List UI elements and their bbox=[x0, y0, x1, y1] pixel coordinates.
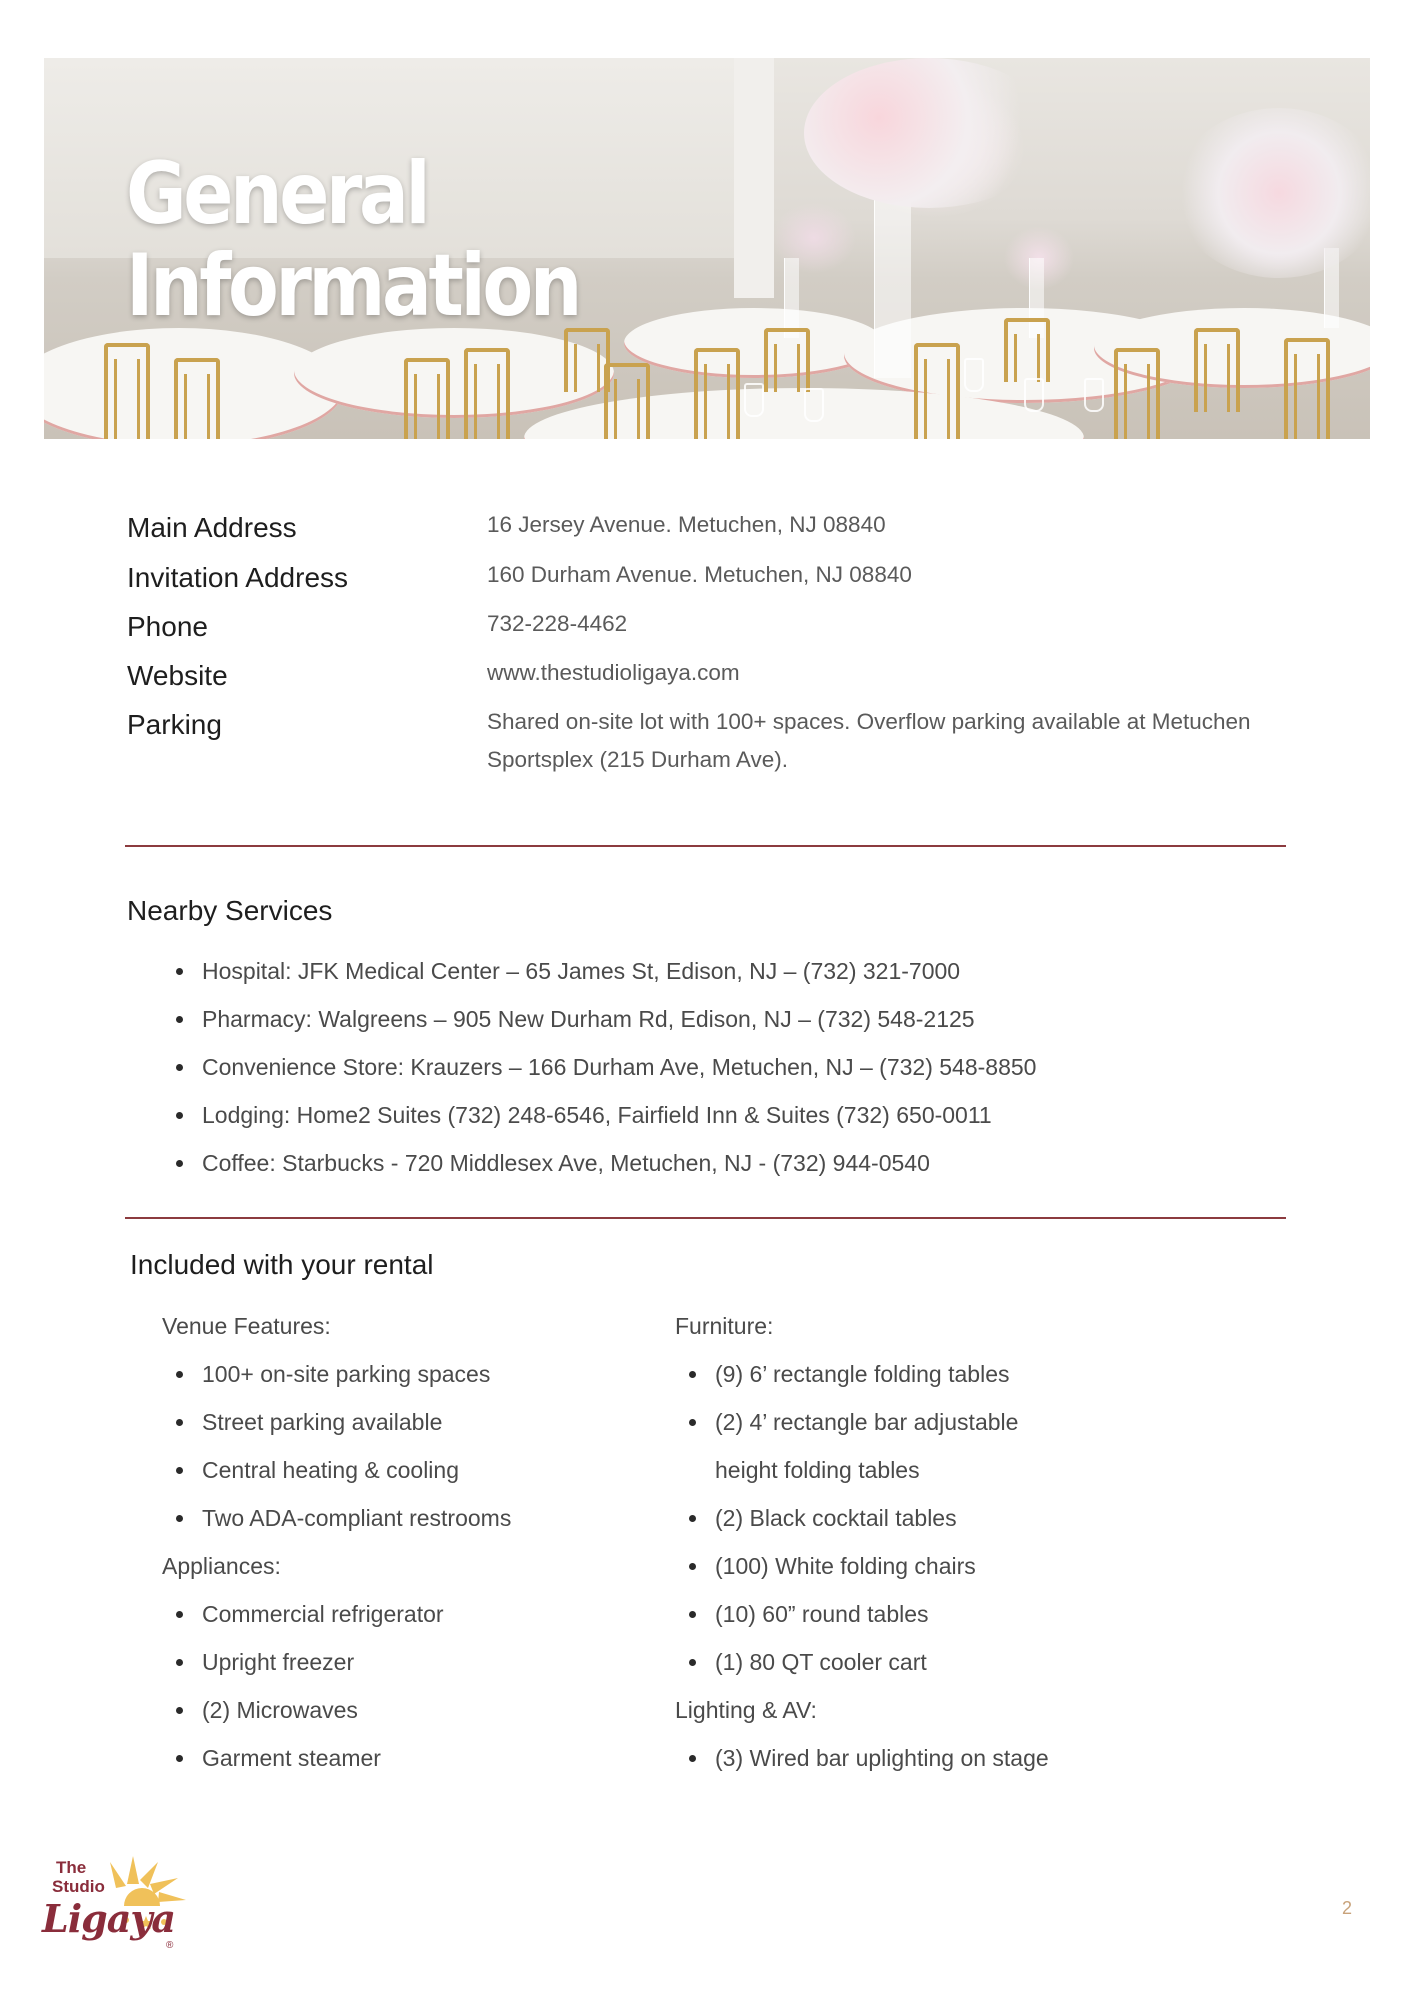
list-item: (9) 6’ rectangle folding tables bbox=[685, 1350, 1018, 1398]
list-item: (2) Black cocktail tables bbox=[685, 1494, 1018, 1542]
appliances-list bbox=[172, 1590, 444, 1782]
info-label: Phone bbox=[127, 611, 208, 642]
logo-text-studio: Studio bbox=[52, 1877, 105, 1896]
venue-features-list bbox=[172, 1350, 511, 1542]
hero-banner bbox=[44, 58, 1370, 439]
list-item: (2) 4’ rectangle bar adjustable bbox=[685, 1398, 1018, 1446]
furniture-list bbox=[685, 1350, 1018, 1686]
list-item: Commercial refrigerator bbox=[172, 1590, 444, 1638]
page-title-line2: Information bbox=[126, 236, 579, 336]
nearby-services-list bbox=[172, 947, 1036, 1187]
list-item: Coffee: Starbucks - 720 Middlesex Ave, Metuchen, NJ - (732) 944-0540 bbox=[172, 1139, 1036, 1187]
list-item: (3) Wired bar uplighting on stage bbox=[685, 1734, 1049, 1782]
info-value: 732-228-4462 bbox=[487, 611, 628, 636]
page-number: 2 bbox=[1342, 1898, 1353, 1918]
list-item: Garment steamer bbox=[172, 1734, 444, 1782]
list-item: Pharmacy: Walgreens – 905 New Durham Rd, Edison, NJ – (732) 548-2125 bbox=[172, 995, 1036, 1043]
list-item: (2) Microwaves bbox=[172, 1686, 444, 1734]
lighting-av-list bbox=[685, 1734, 1049, 1782]
logo-registered-mark: ® bbox=[166, 1940, 174, 1951]
included-heading: Included with your rental bbox=[130, 1249, 434, 1280]
logo-text-ligaya: Ligaya bbox=[42, 1896, 176, 1941]
list-item-continuation: height folding tables bbox=[715, 1457, 920, 1483]
list-item: (1) 80 QT cooler cart bbox=[685, 1638, 1018, 1686]
list-item: Convenience Store: Krauzers – 166 Durham Ave, Metuchen, NJ – (732) 548-8850 bbox=[172, 1043, 1036, 1091]
page-title-line1: General bbox=[126, 144, 428, 244]
list-item: 100+ on-site parking spaces bbox=[172, 1350, 511, 1398]
logo-text-the: The bbox=[56, 1858, 87, 1877]
info-value: 16 Jersey Avenue. Metuchen, NJ 08840 bbox=[487, 512, 886, 537]
info-label: Main Address bbox=[127, 512, 297, 543]
list-item: (100) White folding chairs bbox=[685, 1542, 1018, 1590]
list-item: Lodging: Home2 Suites (732) 248-6546, Fairfield Inn & Suites (732) 650-0011 bbox=[172, 1091, 1036, 1139]
info-value: www.thestudioligaya.com bbox=[487, 660, 740, 685]
list-item: Street parking available bbox=[172, 1398, 511, 1446]
info-value: Shared on-site lot with 100+ spaces. Overflow parking available at Metuchen Sportsplex (215 Durham Ave). bbox=[487, 709, 1251, 772]
list-item: Two ADA-compliant restrooms bbox=[172, 1494, 511, 1542]
info-label: Invitation Address bbox=[127, 562, 349, 593]
list-item: Upright freezer bbox=[172, 1638, 444, 1686]
list-item: Hospital: JFK Medical Center – 65 James St, Edison, NJ – (732) 321-7000 bbox=[172, 947, 1036, 995]
list-item: Central heating & cooling bbox=[172, 1446, 511, 1494]
section-divider bbox=[125, 1217, 1286, 1219]
info-label: Parking bbox=[127, 709, 222, 740]
section-divider bbox=[125, 845, 1286, 847]
appliances-heading: Appliances: bbox=[162, 1553, 281, 1579]
venue-features-heading: Venue Features: bbox=[162, 1313, 331, 1339]
nearby-services-heading: Nearby Services bbox=[127, 895, 333, 926]
furniture-heading: Furniture: bbox=[675, 1313, 774, 1339]
info-label: Website bbox=[127, 660, 228, 691]
list-item: (10) 60” round tables bbox=[685, 1590, 1018, 1638]
lighting-av-heading: Lighting & AV: bbox=[675, 1697, 817, 1723]
page-title bbox=[126, 144, 579, 336]
info-value: 160 Durham Avenue. Metuchen, NJ 08840 bbox=[487, 562, 912, 587]
studio-ligaya-logo bbox=[38, 1848, 208, 1958]
